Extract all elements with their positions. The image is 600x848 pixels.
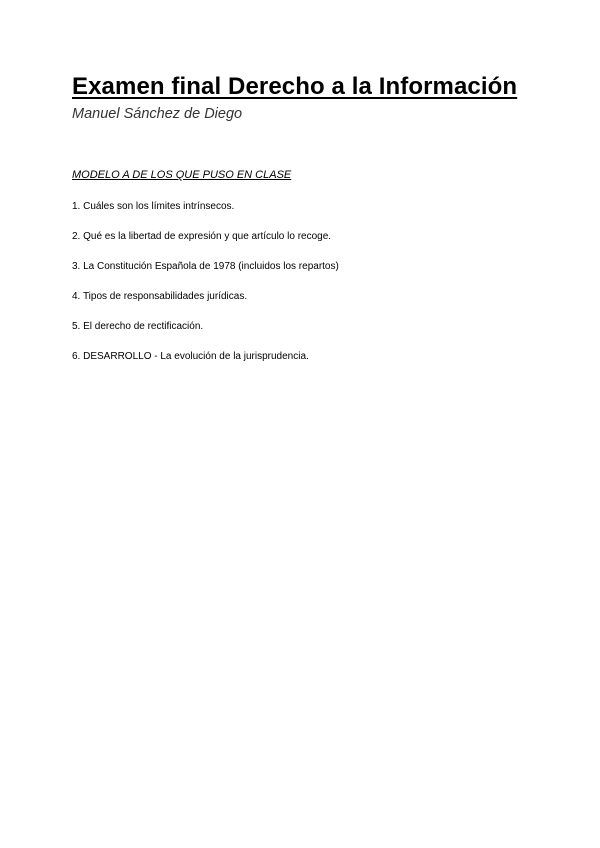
question-list	[72, 200, 339, 380]
document-title: Examen final Derecho a la Información	[72, 73, 518, 100]
question-item: 4. Tipos de responsabilidades jurídicas.	[72, 291, 248, 302]
document-author: Manuel Sánchez de Diego	[72, 106, 243, 122]
section-heading: MODELO A DE LOS QUE PUSO EN CLASE	[72, 169, 292, 181]
question-item: 6. DESARROLLO - La evolución de la jurisprudencia.	[72, 351, 309, 362]
question-item: 1. Cuáles son los límites intrínsecos.	[72, 201, 235, 212]
question-item: 3. La Constitución Española de 1978 (incluidos los repartos)	[72, 261, 339, 272]
question-item: 5. El derecho de rectificación.	[72, 321, 204, 332]
question-item: 2. Qué es la libertad de expresión y que artículo lo recoge.	[72, 231, 332, 242]
